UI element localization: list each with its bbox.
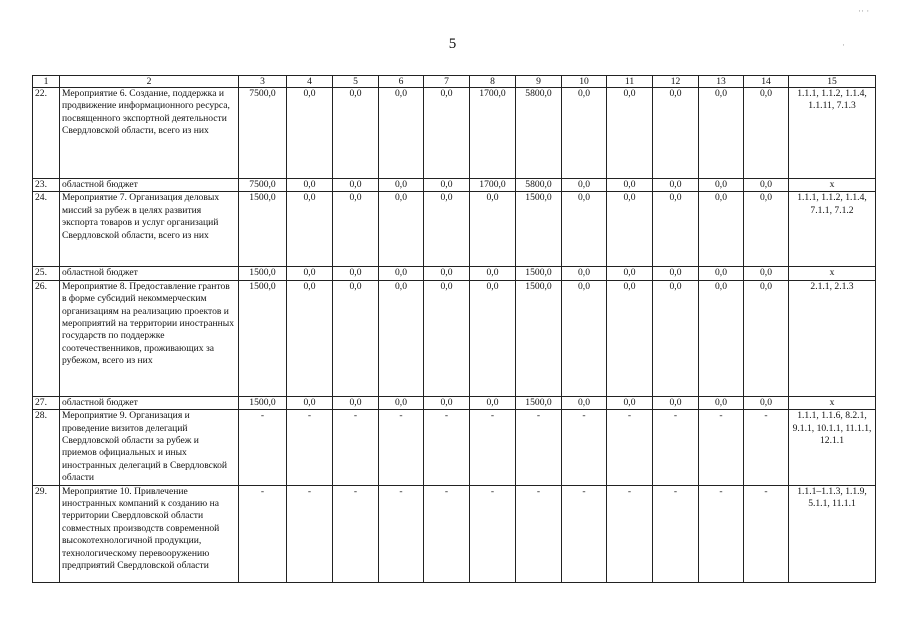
funding-value: 0,0 xyxy=(379,179,424,192)
funding-value: 0,0 xyxy=(333,280,379,396)
target-indicator-refs: x xyxy=(789,396,876,409)
funding-value: 1700,0 xyxy=(470,88,516,179)
measure-name: Мероприятие 10. Привлечение иностранных компаний к созданию на территории Свердловской области совместных производств современной высокотехнологичной продукции, технологическому перевооружению предприятий Свердловской области xyxy=(60,485,239,582)
measure-name: Мероприятие 8. Предоставление грантов в форме субсидий некоммерческим организациям на реализацию проектов и мероприятий на территории иностранных государств по поддержке соотечественников, проживающих за рубежом, всего из них xyxy=(60,280,239,396)
funding-value: 0,0 xyxy=(653,192,699,267)
funding-value: - xyxy=(287,485,333,582)
funding-value: 0,0 xyxy=(607,267,653,280)
column-number-header: 9 xyxy=(516,76,562,88)
funding-value: 0,0 xyxy=(744,280,789,396)
measure-name: Мероприятие 7. Организация деловых миссий за рубеж в целях развития экспорта товаров и услуг организаций Свердловской области, всего из них xyxy=(60,192,239,267)
funding-value: - xyxy=(562,410,607,485)
funding-value: 0,0 xyxy=(333,267,379,280)
funding-value: 0,0 xyxy=(699,267,744,280)
funding-value: 0,0 xyxy=(562,88,607,179)
column-number-header: 6 xyxy=(379,76,424,88)
funding-value: - xyxy=(516,410,562,485)
funding-value: 0,0 xyxy=(699,280,744,396)
funding-value: 0,0 xyxy=(379,267,424,280)
column-number-header: 7 xyxy=(424,76,470,88)
table-row xyxy=(33,192,876,267)
funding-value: 1500,0 xyxy=(239,267,287,280)
funding-value: - xyxy=(562,485,607,582)
funding-value: 0,0 xyxy=(699,179,744,192)
row-number: 28. xyxy=(33,410,60,485)
funding-value: 0,0 xyxy=(424,396,470,409)
row-number: 26. xyxy=(33,280,60,396)
funding-value: 1500,0 xyxy=(516,192,562,267)
funding-value: 0,0 xyxy=(562,267,607,280)
row-number: 22. xyxy=(33,88,60,179)
scan-mark: ·· · xyxy=(858,6,870,16)
funding-value: 1500,0 xyxy=(516,267,562,280)
funding-value: 0,0 xyxy=(379,396,424,409)
funding-value: 0,0 xyxy=(607,179,653,192)
funding-value: 0,0 xyxy=(470,267,516,280)
funding-value: - xyxy=(653,410,699,485)
row-number: 24. xyxy=(33,192,60,267)
column-number-header: 12 xyxy=(653,76,699,88)
measure-name: областной бюджет xyxy=(60,396,239,409)
funding-value: 0,0 xyxy=(607,192,653,267)
funding-value: 0,0 xyxy=(424,267,470,280)
funding-value: 0,0 xyxy=(653,267,699,280)
funding-value: 0,0 xyxy=(333,179,379,192)
funding-value: 1700,0 xyxy=(470,179,516,192)
column-number-header: 15 xyxy=(789,76,876,88)
funding-value: 0,0 xyxy=(470,396,516,409)
table-row xyxy=(33,410,876,485)
row-number: 23. xyxy=(33,179,60,192)
funding-value: 5800,0 xyxy=(516,179,562,192)
funding-value: 1500,0 xyxy=(516,280,562,396)
target-indicator-refs: 1.1.1, 1.1.2, 1.1.4, 1.1.11, 7.1.3 xyxy=(789,88,876,179)
column-number-header: 5 xyxy=(333,76,379,88)
funding-value: 0,0 xyxy=(379,192,424,267)
funding-value: 0,0 xyxy=(699,192,744,267)
measure-name: областной бюджет xyxy=(60,267,239,280)
funding-value: 0,0 xyxy=(699,88,744,179)
table-row xyxy=(33,88,876,179)
column-number-header: 8 xyxy=(470,76,516,88)
funding-value: 0,0 xyxy=(287,192,333,267)
funding-value: 0,0 xyxy=(424,280,470,396)
target-indicator-refs: 1.1.1–1.1.3, 1.1.9, 5.1.1, 11.1.1 xyxy=(789,485,876,582)
funding-value: 0,0 xyxy=(744,396,789,409)
funding-value: - xyxy=(424,485,470,582)
header-row xyxy=(33,76,876,88)
funding-value: - xyxy=(333,410,379,485)
funding-value: 0,0 xyxy=(287,396,333,409)
table-row xyxy=(33,267,876,280)
funding-value: 0,0 xyxy=(653,280,699,396)
target-indicator-refs: x xyxy=(789,267,876,280)
column-number-header: 10 xyxy=(562,76,607,88)
funding-value: 0,0 xyxy=(744,267,789,280)
row-number: 25. xyxy=(33,267,60,280)
funding-value: 0,0 xyxy=(379,280,424,396)
target-indicator-refs: 1.1.1, 1.1.6, 8.2.1, 9.1.1, 10.1.1, 11.1.1, 12.1.1 xyxy=(789,410,876,485)
funding-value: 5800,0 xyxy=(516,88,562,179)
target-indicator-refs: 2.1.1, 2.1.3 xyxy=(789,280,876,396)
funding-value: 0,0 xyxy=(653,179,699,192)
funding-value: 0,0 xyxy=(744,179,789,192)
funding-value: 0,0 xyxy=(333,396,379,409)
funding-value: - xyxy=(379,410,424,485)
funding-value: 0,0 xyxy=(653,88,699,179)
funding-value: 1500,0 xyxy=(239,396,287,409)
column-number-header: 4 xyxy=(287,76,333,88)
funding-value: - xyxy=(744,485,789,582)
funding-value: 0,0 xyxy=(287,267,333,280)
funding-value: - xyxy=(239,485,287,582)
funding-value: 1500,0 xyxy=(239,280,287,396)
funding-value: 0,0 xyxy=(333,192,379,267)
funding-value: - xyxy=(653,485,699,582)
scan-mark: · xyxy=(842,40,845,50)
funding-value: 7500,0 xyxy=(239,88,287,179)
funding-value: 0,0 xyxy=(699,396,744,409)
funding-value: 0,0 xyxy=(287,179,333,192)
table-row xyxy=(33,396,876,409)
funding-value: - xyxy=(239,410,287,485)
funding-value: 0,0 xyxy=(607,88,653,179)
column-number-header: 14 xyxy=(744,76,789,88)
funding-value: 0,0 xyxy=(562,192,607,267)
column-number-header: 1 xyxy=(33,76,60,88)
funding-value: - xyxy=(424,410,470,485)
row-number: 29. xyxy=(33,485,60,582)
measure-name: областной бюджет xyxy=(60,179,239,192)
funding-value: 0,0 xyxy=(607,280,653,396)
funding-value: 0,0 xyxy=(470,280,516,396)
funding-value: 0,0 xyxy=(744,88,789,179)
column-number-header: 2 xyxy=(60,76,239,88)
funding-value: 0,0 xyxy=(562,280,607,396)
funding-value: 1500,0 xyxy=(239,192,287,267)
column-number-header: 11 xyxy=(607,76,653,88)
funding-value: 0,0 xyxy=(562,396,607,409)
plan-table xyxy=(32,75,876,583)
target-indicator-refs: x xyxy=(789,179,876,192)
funding-value: - xyxy=(744,410,789,485)
funding-value: 0,0 xyxy=(744,192,789,267)
funding-value: 1500,0 xyxy=(516,396,562,409)
column-number-header: 13 xyxy=(699,76,744,88)
funding-value: 7500,0 xyxy=(239,179,287,192)
funding-value: 0,0 xyxy=(653,396,699,409)
funding-value: - xyxy=(607,485,653,582)
table-row xyxy=(33,485,876,582)
table-row xyxy=(33,280,876,396)
measure-name: Мероприятие 6. Создание, поддержка и продвижение информационного ресурса, посвященного экспортной деятельности Свердловской области, всего из них xyxy=(60,88,239,179)
funding-value: 0,0 xyxy=(424,179,470,192)
row-number: 27. xyxy=(33,396,60,409)
column-number-header: 3 xyxy=(239,76,287,88)
funding-value: - xyxy=(333,485,379,582)
funding-value: 0,0 xyxy=(333,88,379,179)
page-number: 5 xyxy=(448,36,457,52)
funding-value: 0,0 xyxy=(607,396,653,409)
funding-value: - xyxy=(699,410,744,485)
funding-value: 0,0 xyxy=(287,280,333,396)
funding-value: 0,0 xyxy=(424,88,470,179)
funding-value: 0,0 xyxy=(424,192,470,267)
funding-value: - xyxy=(470,485,516,582)
target-indicator-refs: 1.1.1, 1.1.2, 1.1.4, 7.1.1, 7.1.2 xyxy=(789,192,876,267)
table-row xyxy=(33,179,876,192)
funding-value: - xyxy=(699,485,744,582)
funding-value: 0,0 xyxy=(562,179,607,192)
funding-value: - xyxy=(287,410,333,485)
funding-value: 0,0 xyxy=(470,192,516,267)
funding-value: - xyxy=(379,485,424,582)
funding-value: - xyxy=(470,410,516,485)
funding-value: 0,0 xyxy=(379,88,424,179)
funding-value: - xyxy=(607,410,653,485)
funding-value: 0,0 xyxy=(287,88,333,179)
measure-name: Мероприятие 9. Организация и проведение визитов делегаций Свердловской области за рубеж и приемов официальных и иных иностранных делегаций в Свердловской области xyxy=(60,410,239,485)
funding-value: - xyxy=(516,485,562,582)
